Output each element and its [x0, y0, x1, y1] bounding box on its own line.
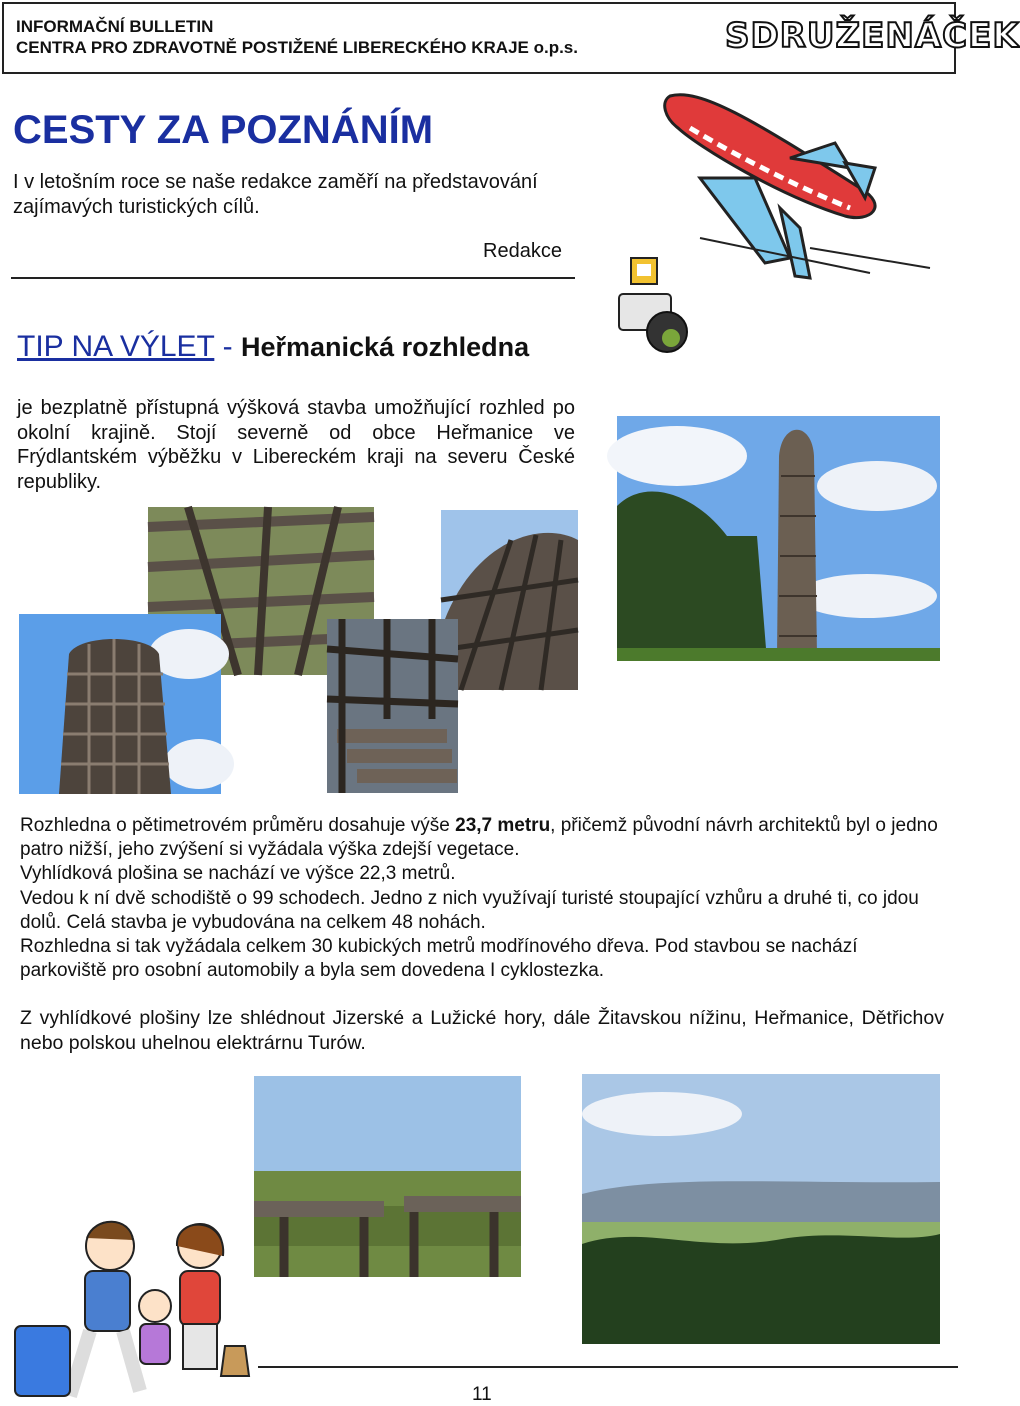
camera-icon — [615, 256, 695, 366]
divider — [11, 277, 575, 279]
structure-photo-2 — [441, 510, 578, 690]
tip-heading — [17, 330, 529, 364]
details-line-2: Vyhlídková plošina se nachází ve výšce 22,3 metrů. — [20, 863, 456, 885]
tower-photo-low-angle — [19, 614, 221, 794]
header-line-1: INFORMAČNÍ BULLETIN — [16, 17, 214, 36]
tip-label: TIP NA VÝLET — [17, 330, 215, 363]
tower-details — [20, 814, 944, 983]
details-line-1-start: Rozhledna o pětimetrovém průměru dosahuje výše — [20, 815, 456, 836]
details-line-4: Rozhledna si tak vyžádala celkem 30 kubických metrů modřínového dřeva. Pod stavbou se nachází parkoviště pro osobní automobily a byla sem dovedena I cyklostezka. — [20, 936, 858, 982]
tower-photo-wide — [617, 416, 940, 661]
staircase-photo — [327, 619, 458, 793]
tip-subject: Heřmanická rozhledna — [241, 332, 530, 362]
tower-description: je bezplatně přístupná výšková stavba umožňující rozhled po okolní krajině. Stojí severně od obce Heřmanice ve Frýdlantském výběžku v Libereckém kraji na severu České republiky. — [17, 397, 575, 493]
airplane-illustration — [660, 88, 935, 288]
footer-rule — [258, 1366, 958, 1368]
page-number: 11 — [472, 1384, 492, 1405]
section-intro: I v letošním roce se naše redakce zaměří na představování zajímavých turistických cílů. — [13, 171, 538, 218]
family-illustration — [5, 1216, 253, 1402]
signature: Redakce — [483, 240, 562, 262]
platform-view-photo — [254, 1076, 521, 1277]
tip-dash: - — [214, 330, 241, 363]
brand-logo: SDRUŽENÁČEK — [725, 16, 1020, 56]
view-description: Z vyhlídkové plošiny lze shlédnout Jizerské a Lužické hory, dále Žitavskou nížinu, Heřmanice, Dětřichov nebo polskou uhelnou elektrárnu Turów. — [20, 1007, 944, 1054]
details-line-1-end: , přičemž původní návrh architektů byl o jedno patro nižší, jeho zvýšení si vyžádala výška zdejší vegetace. — [20, 815, 938, 861]
tower-height: 23,7 metru — [455, 815, 551, 836]
details-line-3: Vedou k ní dvě schodiště o 99 schodech. Jedno z nich využívají turisté stoupající vzhůru a druhé ti, co jdou dolů. Celá stavba je vybudována na celkem 48 nohách. — [20, 887, 919, 933]
section-title: CESTY ZA POZNÁNÍM — [13, 108, 434, 152]
landscape-photo — [582, 1074, 940, 1344]
header-line-2: CENTRA PRO ZDRAVOTNĚ POSTIŽENÉ LIBERECKÉHO KRAJE o.p.s. — [16, 38, 578, 57]
